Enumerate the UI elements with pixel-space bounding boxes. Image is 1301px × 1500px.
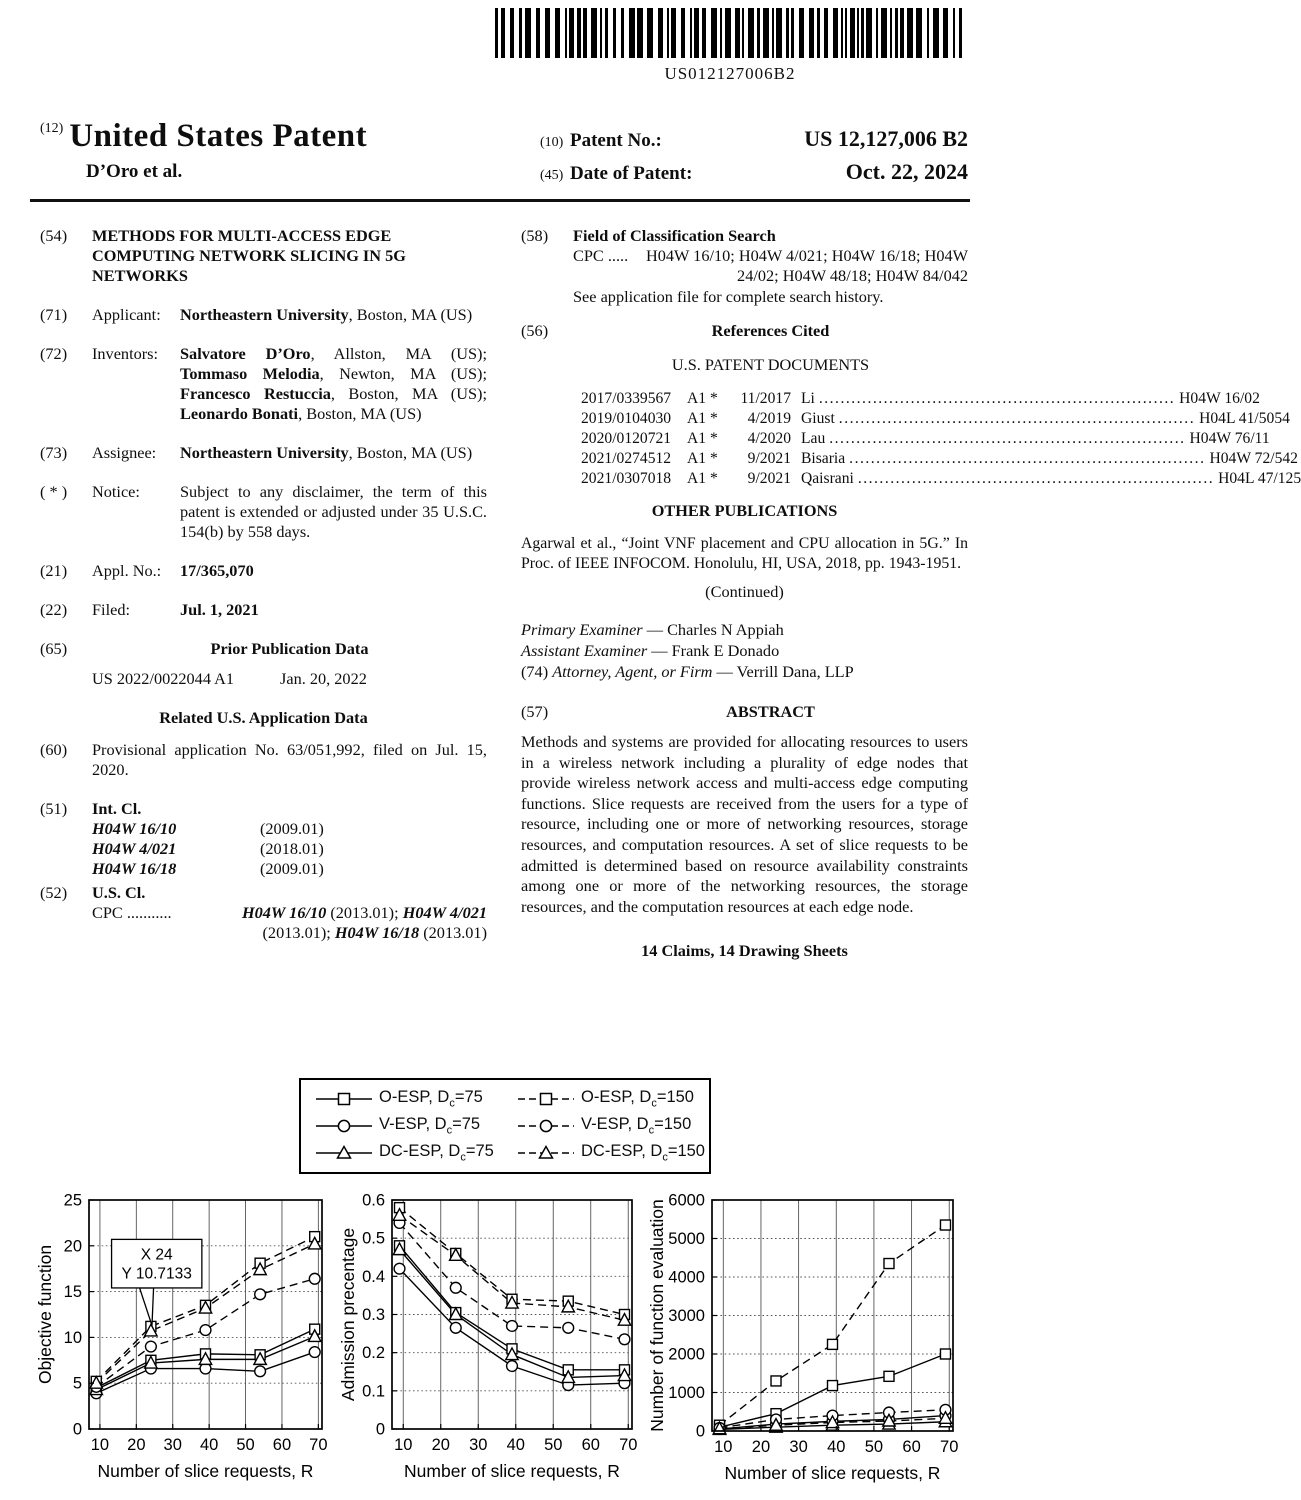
- inid-code-54: (54): [40, 226, 68, 245]
- svg-text:15: 15: [63, 1283, 82, 1302]
- svg-text:10: 10: [394, 1436, 413, 1454]
- circle-marker-icon: [315, 1115, 373, 1137]
- patent-number-label: Patent No.:: [570, 130, 662, 151]
- svg-text:20: 20: [127, 1436, 146, 1454]
- svg-text:5: 5: [72, 1374, 82, 1393]
- search-history-note: See application file for complete search history.: [573, 287, 884, 306]
- notice-text: Subject to any disclaimer, the term of this patent is extended or adjusted under 35 U.S.C. 154(b) by 558 days.: [180, 482, 487, 541]
- table-row: 2020/0120721 A1 * 4/2020 Lau ..... H04W 76/11: [581, 429, 968, 449]
- objective-function-chart: [35, 1185, 335, 1497]
- svg-text:30: 30: [789, 1438, 808, 1456]
- chart-legend: [299, 1078, 711, 1174]
- kind-code: (12): [40, 121, 64, 136]
- field-search-cpc-label: CPC .....: [573, 246, 629, 265]
- assignee-item: [40, 443, 487, 463]
- svg-text:30: 30: [469, 1436, 488, 1454]
- svg-text:Number of slice requests, R: Number of slice requests, R: [724, 1463, 941, 1483]
- other-publications-heading: OTHER PUBLICATIONS: [651, 501, 838, 520]
- svg-text:60: 60: [902, 1438, 921, 1456]
- int-cl-row: H04W 4/021 (2018.01): [92, 839, 324, 858]
- prior-pub-date: Jan. 20, 2022: [280, 669, 367, 688]
- svg-text:2000: 2000: [668, 1345, 705, 1364]
- svg-text:70: 70: [619, 1436, 638, 1454]
- applicant-value: Northeastern University, Boston, MA (US): [180, 305, 473, 324]
- svg-text:50: 50: [864, 1438, 884, 1456]
- triangle-marker-icon: [517, 1142, 575, 1164]
- legend-label: DC-ESP, $D_c=75$: [379, 1142, 494, 1164]
- inventors-value: Salvatore D’Oro, Allston, MA (US); Tommaso Melodia, Newton, MA (US); Francesco Restuccia, Boston, MA (US); Leonardo Bonati, Boston, MA (US): [180, 344, 487, 423]
- inid-code-72: (72): [40, 344, 68, 363]
- svg-text:40: 40: [506, 1436, 525, 1454]
- abstract-text: Methods and systems are provided for allocating resources to users in a wireless network including a plurality of edge nodes that provide wireless network access and multi-access edge computing functions. Slice requests are received from the users for a type of resource, including one or more of networking resources, storage resources, and computation resources. A set of slice requests to be admitted is determined based on resource availability constraints among one or more of the networking resources, the storage resources, and the computation resources at each edge node.: [521, 732, 968, 916]
- svg-text:50: 50: [544, 1436, 563, 1454]
- svg-text:20: 20: [751, 1438, 771, 1456]
- legend-entry: [315, 1142, 501, 1164]
- svg-text:10: 10: [90, 1436, 110, 1454]
- square-marker-icon: [315, 1088, 373, 1110]
- inventors-label: Inventors:: [92, 344, 159, 363]
- svg-text:70: 70: [940, 1438, 959, 1456]
- svg-text:Number of function evaluation: Number of function evaluation: [647, 1199, 667, 1432]
- int-cl-item: [40, 799, 487, 879]
- svg-text:60: 60: [272, 1436, 292, 1454]
- continued-note: (Continued): [705, 582, 784, 601]
- examiner-line: Primary Examiner — Charles N Appiah: [521, 620, 784, 639]
- bibliographic-columns: [40, 226, 1301, 962]
- header-right: [540, 126, 968, 192]
- page-title: United States Patent: [69, 118, 368, 154]
- legend-entry: [315, 1088, 501, 1110]
- inid-code-45: (45): [540, 168, 564, 183]
- us-cl-cpc-codes: H04W 16/10 (2013.01); H04W 4/021 (2013.01); H04W 16/18 (2013.01): [241, 903, 487, 942]
- examiner-block: [521, 620, 968, 682]
- svg-text:5000: 5000: [668, 1230, 705, 1248]
- svg-text:Y 10.7133: Y 10.7133: [121, 1265, 192, 1283]
- patent-number-value: US 12,127,006 B2: [804, 126, 968, 151]
- references-heading: References Cited: [711, 321, 830, 340]
- svg-text:20: 20: [431, 1436, 450, 1454]
- barcode-text: US012127006B2: [664, 64, 796, 83]
- inid-code-58: (58): [521, 226, 549, 245]
- invention-title-item: [40, 226, 487, 286]
- other-publications-section: [521, 501, 968, 602]
- field-search-item: [521, 226, 968, 307]
- svg-text:10: 10: [714, 1438, 733, 1456]
- svg-text:0: 0: [375, 1420, 385, 1439]
- prior-publication-item: [40, 639, 487, 689]
- table-row: 2021/0307018 A1 * 9/2021 Qaisrani ..... H04L 47/125: [581, 469, 968, 489]
- svg-text:25: 25: [63, 1191, 82, 1210]
- legend-label: O-ESP, $D_c=150$: [581, 1088, 694, 1110]
- appl-no-value: 17/365,070: [180, 561, 254, 580]
- svg-text:40: 40: [199, 1436, 219, 1454]
- square-marker-icon: [517, 1088, 575, 1110]
- svg-text:1000: 1000: [668, 1384, 705, 1402]
- svg-text:20: 20: [63, 1237, 82, 1256]
- us-cl-heading: U.S. Cl.: [92, 883, 146, 902]
- assignee-label: Assignee:: [92, 443, 157, 462]
- assignee-value: Northeastern University, Boston, MA (US): [180, 443, 473, 462]
- inid-code-65: (65): [40, 639, 68, 658]
- barcode-image: [495, 8, 965, 58]
- first-named-party: D’Oro et al.: [86, 161, 183, 182]
- svg-text:0.6: 0.6: [362, 1191, 385, 1210]
- int-cl-row: H04W 16/18 (2009.01): [92, 859, 324, 878]
- svg-text:70: 70: [309, 1436, 328, 1454]
- right-column: [521, 226, 1301, 962]
- patent-references-table: [581, 389, 1301, 489]
- left-column: [40, 226, 487, 962]
- svg-text:3000: 3000: [668, 1307, 705, 1325]
- applicant-label: Applicant:: [92, 305, 161, 324]
- cpc-label: CPC ...........: [92, 903, 172, 922]
- triangle-marker-icon: [315, 1142, 373, 1164]
- claims-summary: 14 Claims, 14 Drawing Sheets: [641, 941, 848, 961]
- legend-label: V-ESP, $D_c=150$: [581, 1115, 692, 1137]
- filed-label: Filed:: [92, 600, 130, 619]
- references-item: [521, 321, 1301, 489]
- us-cl-cpc: [92, 903, 487, 943]
- abstract-heading: ABSTRACT: [726, 702, 815, 721]
- inid-code-56: (56): [521, 321, 549, 340]
- inid-code-10: (10): [540, 135, 564, 150]
- examiner-line: (74) Attorney, Agent, or Firm — Verrill Dana, LLP: [521, 662, 854, 681]
- circle-marker-icon: [517, 1115, 575, 1137]
- provisional-item: [40, 740, 487, 780]
- drawing-figure: [0, 1060, 1000, 1500]
- us-cl-item: [40, 883, 487, 943]
- inventors-item: [40, 344, 487, 424]
- svg-text:Admission precentage: Admission precentage: [338, 1227, 358, 1402]
- prior-pub-heading: Prior Publication Data: [210, 639, 369, 658]
- other-publication-citation: Agarwal et al., “Joint VNF placement and CPU allocation in 5G.” In Proc. of IEEE INFOCOM. Honolulu, HI, USA, 2018, pp. 1943-1951.: [521, 535, 968, 572]
- invention-title: METHODS FOR MULTI-ACCESS EDGE COMPUTING NETWORK SLICING IN 5G NETWORKS: [92, 226, 406, 285]
- field-search-heading: Field of Classification Search: [573, 226, 776, 245]
- field-search-classes: H04W 16/10; H04W 4/021; H04W 16/18; H04W 24/02; H04W 48/18; H04W 84/042: [646, 246, 968, 285]
- svg-text:30: 30: [163, 1436, 182, 1454]
- function-evaluations-chart: [647, 1185, 966, 1499]
- inid-code-52: (52): [40, 883, 68, 902]
- us-patent-documents-heading: U.S. PATENT DOCUMENTS: [671, 355, 870, 374]
- header-left: [40, 118, 367, 183]
- provisional-text: Provisional application No. 63/051,992, filed on Jul. 15, 2020.: [92, 740, 487, 779]
- svg-text:10: 10: [63, 1328, 82, 1347]
- svg-text:X 24: X 24: [140, 1246, 173, 1264]
- svg-text:0.5: 0.5: [362, 1229, 385, 1248]
- abstract-section: [521, 702, 968, 961]
- inid-code-57: (57): [521, 702, 549, 721]
- patent-date-row: [540, 159, 968, 185]
- admission-percentage-chart: [338, 1185, 644, 1497]
- patent-date-value: Oct. 22, 2024: [845, 159, 968, 184]
- inid-code-22: (22): [40, 600, 68, 619]
- svg-text:50: 50: [236, 1436, 255, 1454]
- svg-text:Objective function: Objective function: [35, 1244, 55, 1385]
- application-number-item: [40, 561, 487, 581]
- applicant-item: [40, 305, 487, 325]
- svg-text:4000: 4000: [668, 1268, 705, 1287]
- table-row: 2021/0274512 A1 * 9/2021 Bisaria ..... H04W 72/542: [581, 449, 968, 469]
- filed-item: [40, 600, 487, 620]
- table-row: 2019/0104030 A1 * 4/2019 Giust ..... H04L 41/5054: [581, 409, 968, 429]
- svg-text:0: 0: [695, 1422, 705, 1441]
- svg-text:0.4: 0.4: [362, 1267, 385, 1286]
- legend-entry: [517, 1088, 705, 1110]
- notice-asterisk: ( * ): [40, 482, 68, 501]
- svg-text:60: 60: [581, 1436, 600, 1454]
- svg-text:Number of slice requests, R: Number of slice requests, R: [97, 1461, 314, 1481]
- svg-text:40: 40: [827, 1438, 846, 1456]
- int-cl-row: H04W 16/10 (2009.01): [92, 819, 324, 838]
- field-search-cpc: [573, 246, 968, 286]
- legend-entry: [315, 1115, 501, 1137]
- legend-label: V-ESP, $D_c=75$: [379, 1115, 481, 1137]
- table-row: 2017/0339567 A1 * 11/2017 Li ..... H04W 16/02: [581, 389, 968, 409]
- int-cl-entries: [92, 819, 487, 879]
- filed-value: Jul. 1, 2021: [180, 600, 259, 619]
- svg-text:0.3: 0.3: [362, 1306, 385, 1324]
- barcode: [495, 8, 965, 84]
- inid-code-21: (21): [40, 561, 68, 580]
- svg-text:0: 0: [72, 1420, 82, 1439]
- svg-text:0.2: 0.2: [362, 1344, 385, 1363]
- patent-date-label: Date of Patent:: [570, 163, 693, 184]
- legend-entry: [517, 1142, 705, 1164]
- svg-text:0.1: 0.1: [362, 1382, 385, 1401]
- svg-text:Number of slice requests, R: Number of slice requests, R: [404, 1461, 620, 1481]
- svg-text:6000: 6000: [668, 1191, 705, 1210]
- header-divider: [30, 199, 970, 202]
- inid-code-51: (51): [40, 799, 68, 818]
- inid-code-71: (71): [40, 305, 68, 324]
- prior-pub-number: US 2022/0022044 A1: [92, 669, 235, 688]
- legend-label: DC-ESP, $D_c=150$: [581, 1142, 705, 1164]
- inid-code-60: (60): [40, 740, 68, 759]
- notice-label: Notice:: [92, 482, 140, 501]
- int-cl-heading: Int. Cl.: [92, 799, 142, 818]
- related-data-heading: Related U.S. Application Data: [159, 708, 368, 727]
- inid-code-73: (73): [40, 443, 68, 462]
- notice-item: [40, 482, 487, 542]
- legend-label: O-ESP, $D_c=75$: [379, 1088, 483, 1110]
- appl-no-label: Appl. No.:: [92, 561, 162, 580]
- examiner-line: Assistant Examiner — Frank E Donado: [521, 641, 780, 660]
- patent-number-row: [540, 126, 968, 152]
- legend-entry: [517, 1115, 705, 1137]
